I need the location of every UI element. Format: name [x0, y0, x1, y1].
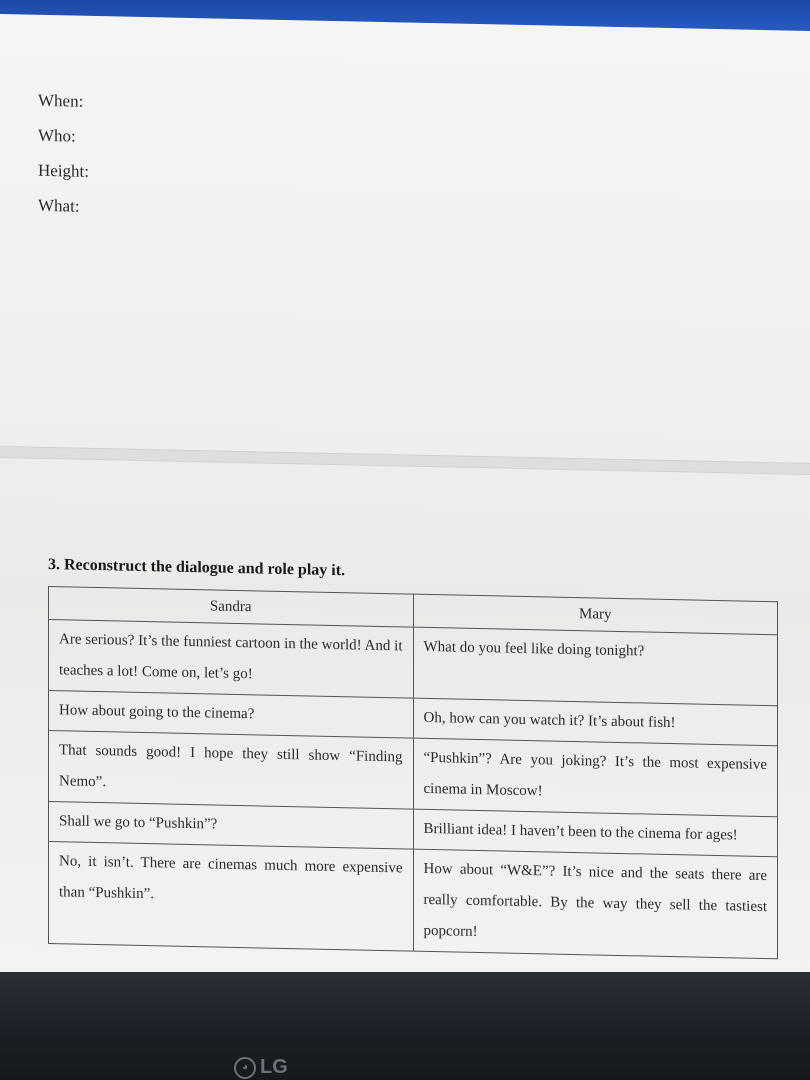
table-cell: What do you feel like doing tonight? [413, 627, 778, 706]
monitor-bezel [0, 972, 810, 1080]
field-label-what: What: [38, 195, 80, 216]
table-cell: Brilliant idea! I haven’t been to the cinema for ages! [413, 809, 778, 857]
field-label-who: Who: [38, 125, 76, 146]
column-header-sandra: Sandra [49, 587, 414, 628]
task-heading: 3. Reconstruct the dialogue and role play it. [48, 556, 346, 580]
table-row [49, 842, 778, 959]
document-page-1 [0, 36, 810, 473]
table-cell: How about “W&E”? It’s nice and the seats there are really comfortable. By the way they sell the tastiest popcorn! [413, 849, 778, 959]
field-label-when: When: [38, 90, 84, 111]
table-cell: No, it isn’t. There are cinemas much more expensive than “Pushkin”. [49, 842, 414, 952]
lg-logo-icon: ◕ [234, 1057, 256, 1079]
table-cell: That sounds good! I hope they still show “Finding Nemo”. [49, 731, 414, 810]
document-page-2 [0, 459, 810, 996]
table-cell: How about going to the cinema? [49, 691, 414, 739]
column-header-mary: Mary [413, 594, 778, 635]
document-screen [0, 14, 810, 991]
monitor-logo [234, 1056, 288, 1079]
monitor-brand-text: LG [260, 1056, 288, 1078]
table-cell: Shall we go to “Pushkin”? [49, 802, 414, 850]
table-cell: Are serious? It’s the funniest cartoon in the world! And it teaches a lot! Come on, let’s go! [49, 620, 414, 699]
field-label-height: Height: [38, 160, 89, 181]
table-cell: Oh, how can you watch it? It’s about fish! [413, 698, 778, 746]
dialogue-table [48, 586, 778, 959]
table-cell: “Pushkin”? Are you joking? It’s the most expensive cinema in Moscow! [413, 738, 778, 817]
